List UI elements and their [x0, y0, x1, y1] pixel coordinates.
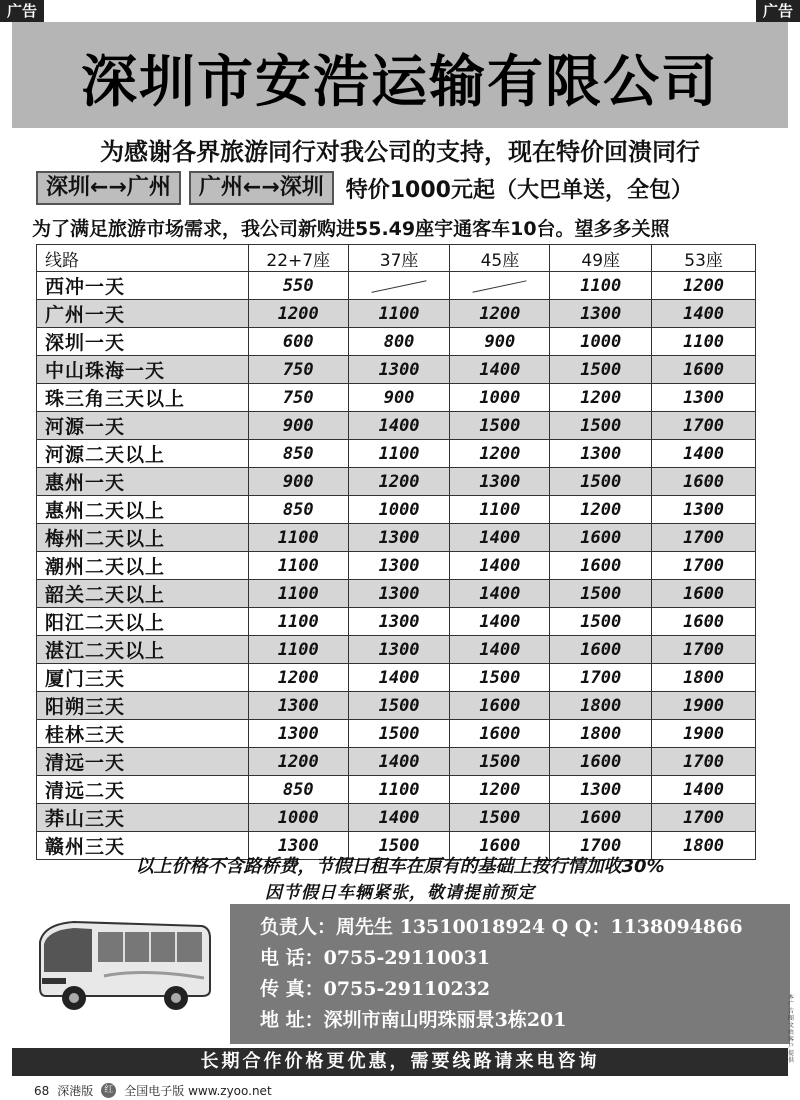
price-cell: 1200	[450, 776, 550, 804]
price-cell: 1500	[348, 832, 450, 860]
price-cell: 1600	[652, 468, 756, 496]
price-cell: 1200	[248, 664, 348, 692]
special-offer: 特价1000元起（大巴单送，全包）	[345, 177, 693, 203]
price-cell: 1600	[450, 720, 550, 748]
price-cell: 1400	[652, 440, 756, 468]
price-cell: 1400	[450, 524, 550, 552]
price-cell: 1700	[652, 636, 756, 664]
price-table-body	[37, 272, 756, 860]
price-cell: 1200	[248, 300, 348, 328]
price-cell: 1300	[348, 580, 450, 608]
contact-panel	[230, 904, 790, 1044]
route-name-cell: 阳朔三天	[37, 692, 249, 720]
price-cell: 1600	[550, 748, 652, 776]
price-cell: 1300	[348, 636, 450, 664]
col-header-49-seat: 49座	[550, 245, 652, 272]
price-cell: 1300	[248, 832, 348, 860]
route-name-cell: 河源二天以上	[37, 440, 249, 468]
edition-label: 深港版	[57, 1084, 94, 1098]
price-cell: 1100	[248, 636, 348, 664]
price-cell: 750	[248, 356, 348, 384]
table-row	[37, 384, 756, 412]
price-cell: 1500	[550, 608, 652, 636]
bus-illustration	[34, 912, 214, 1014]
price-cell: 1200	[248, 748, 348, 776]
price-cell: 1300	[348, 356, 450, 384]
price-cell: 1400	[450, 636, 550, 664]
price-cell: 1500	[450, 804, 550, 832]
route-name-cell: 阳江二天以上	[37, 608, 249, 636]
route-name-cell: 桂林三天	[37, 720, 249, 748]
col-header-37-seat: 37座	[348, 245, 450, 272]
price-cell: 1300	[248, 692, 348, 720]
price-cell: 1500	[450, 664, 550, 692]
price-cell: 850	[248, 440, 348, 468]
route-name-cell: 西冲一天	[37, 272, 249, 300]
table-header-row	[37, 245, 756, 272]
price-cell: 1500	[348, 720, 450, 748]
price-cell: 1300	[652, 384, 756, 412]
price-cell: 1600	[652, 356, 756, 384]
thanks-line: 为感谢各界旅游同行对我公司的支持，现在特价回溃同行	[100, 137, 700, 166]
price-cell: 1100	[450, 496, 550, 524]
price-cell: 1800	[550, 692, 652, 720]
contact-fax: 传 真：0755-29110232	[260, 978, 491, 1000]
route-name-cell: 潮州二天以上	[37, 552, 249, 580]
price-cell: 1400	[450, 356, 550, 384]
price-cell: 1400	[348, 664, 450, 692]
price-cell: 1300	[248, 720, 348, 748]
price-cell: 1400	[348, 748, 450, 776]
price-cell-unavailable	[450, 272, 550, 300]
price-cell: 1600	[550, 552, 652, 580]
price-cell: 1300	[348, 608, 450, 636]
table-row	[37, 468, 756, 496]
price-cell: 1200	[348, 468, 450, 496]
table-row	[37, 300, 756, 328]
price-cell: 1300	[550, 440, 652, 468]
price-cell: 1300	[348, 552, 450, 580]
table-row	[37, 664, 756, 692]
price-cell: 1600	[652, 608, 756, 636]
table-row	[37, 636, 756, 664]
price-cell: 1100	[248, 608, 348, 636]
ad-label-left: 广告	[0, 0, 44, 22]
price-cell: 1900	[652, 692, 756, 720]
edition-badge-icon: 红	[101, 1083, 116, 1098]
holiday-note: 因节假日车辆紧张，敬请提前预定	[265, 883, 535, 903]
table-row	[37, 804, 756, 832]
price-cell: 1400	[450, 608, 550, 636]
price-cell: 1800	[550, 720, 652, 748]
price-cell: 1200	[550, 384, 652, 412]
price-cell: 800	[348, 328, 450, 356]
route-name-cell: 珠三角三天以上	[37, 384, 249, 412]
contact-person: 负责人：周先生 13510018924 Q Q：1138094866	[260, 916, 743, 938]
price-cell: 1600	[550, 524, 652, 552]
price-cell: 1700	[550, 832, 652, 860]
route-box-gz-sz: 广州←→深圳	[189, 171, 334, 205]
price-cell: 1200	[450, 440, 550, 468]
price-cell: 550	[248, 272, 348, 300]
site-label: 全国电子版 www.zyoo.net	[124, 1084, 272, 1098]
table-row	[37, 328, 756, 356]
table-row	[37, 552, 756, 580]
price-cell: 900	[248, 412, 348, 440]
price-cell: 1100	[248, 552, 348, 580]
price-cell: 1200	[652, 272, 756, 300]
price-cell: 1100	[348, 300, 450, 328]
price-cell: 1600	[550, 804, 652, 832]
col-header-29-seat: 22+7座	[248, 245, 348, 272]
price-cell: 1400	[348, 412, 450, 440]
price-cell: 1000	[450, 384, 550, 412]
table-row	[37, 440, 756, 468]
contact-phone: 电 话：0755-29110031	[260, 947, 491, 969]
price-cell: 850	[248, 776, 348, 804]
route-name-cell: 惠州二天以上	[37, 496, 249, 524]
route-name-cell: 惠州一天	[37, 468, 249, 496]
price-cell: 1600	[652, 580, 756, 608]
price-cell: 1700	[652, 804, 756, 832]
table-row	[37, 692, 756, 720]
table-row	[37, 748, 756, 776]
table-row	[37, 776, 756, 804]
price-cell: 1400	[652, 776, 756, 804]
price-cell: 1400	[348, 804, 450, 832]
title-band	[12, 22, 788, 128]
price-cell: 1700	[652, 524, 756, 552]
price-cell: 1100	[550, 272, 652, 300]
ad-label-right: 广告	[756, 0, 800, 22]
route-name-cell: 湛江二天以上	[37, 636, 249, 664]
price-cell-unavailable	[348, 272, 450, 300]
footer-slogan: 长期合作价格更优惠，需要线路请来电咨询	[12, 1048, 788, 1076]
route-name-cell: 赣州三天	[37, 832, 249, 860]
price-cell: 1300	[550, 300, 652, 328]
price-cell: 1500	[550, 580, 652, 608]
price-cell: 900	[450, 328, 550, 356]
price-cell: 1500	[348, 692, 450, 720]
price-cell: 1300	[450, 468, 550, 496]
table-row	[37, 272, 756, 300]
price-cell: 1300	[348, 524, 450, 552]
price-cell: 1300	[550, 776, 652, 804]
price-cell: 750	[248, 384, 348, 412]
table-row	[37, 580, 756, 608]
price-cell: 900	[248, 468, 348, 496]
price-cell: 600	[248, 328, 348, 356]
notice-line: 为了满足旅游市场需求，我公司新购进55.49座宇通客车10台。望多多关照	[32, 218, 670, 240]
price-cell: 1000	[248, 804, 348, 832]
price-cell: 1500	[550, 468, 652, 496]
route-name-cell: 河源一天	[37, 412, 249, 440]
price-cell: 1500	[450, 748, 550, 776]
price-cell: 1700	[550, 664, 652, 692]
price-cell: 1900	[652, 720, 756, 748]
side-note: 本广告图文由客户提供	[788, 994, 795, 1064]
route-box-sz-gz: 深圳←→广州	[36, 171, 181, 205]
price-note: 以上价格不含路桥费，节假日租车在原有的基础上按行情加收30%	[135, 856, 665, 877]
price-cell: 1400	[652, 300, 756, 328]
price-cell: 1300	[652, 496, 756, 524]
price-cell: 1200	[450, 300, 550, 328]
table-row	[37, 720, 756, 748]
contact-address: 地 址：深圳市南山明珠丽景3栋201	[260, 1009, 567, 1031]
table-row	[37, 356, 756, 384]
col-header-45-seat: 45座	[450, 245, 550, 272]
price-cell: 1700	[652, 412, 756, 440]
price-cell: 1100	[348, 776, 450, 804]
price-cell: 1500	[550, 412, 652, 440]
price-cell: 1500	[550, 356, 652, 384]
route-offer-row	[36, 170, 693, 206]
price-cell: 1200	[550, 496, 652, 524]
price-cell: 1500	[450, 412, 550, 440]
table-row	[37, 608, 756, 636]
route-name-cell: 莽山三天	[37, 804, 249, 832]
price-cell: 1100	[348, 440, 450, 468]
price-cell: 1700	[652, 748, 756, 776]
company-name: 深圳市安浩运输有限公司	[81, 50, 719, 115]
route-name-cell: 中山珠海一天	[37, 356, 249, 384]
price-table	[36, 244, 756, 860]
col-header-route: 线路	[37, 245, 249, 272]
price-cell: 1800	[652, 832, 756, 860]
route-name-cell: 梅州二天以上	[37, 524, 249, 552]
route-name-cell: 韶关二天以上	[37, 580, 249, 608]
price-cell: 900	[348, 384, 450, 412]
route-name-cell: 广州一天	[37, 300, 249, 328]
price-cell: 1400	[450, 580, 550, 608]
price-cell: 1800	[652, 664, 756, 692]
price-cell: 1000	[550, 328, 652, 356]
price-cell: 1100	[248, 524, 348, 552]
route-name-cell: 清远一天	[37, 748, 249, 776]
route-name-cell: 深圳一天	[37, 328, 249, 356]
price-cell: 1100	[248, 580, 348, 608]
price-cell: 1600	[450, 832, 550, 860]
page-footer	[34, 1082, 272, 1099]
price-cell: 1600	[450, 692, 550, 720]
price-cell: 1600	[550, 636, 652, 664]
table-row	[37, 524, 756, 552]
page-number: 68	[34, 1083, 50, 1098]
price-cell: 1100	[652, 328, 756, 356]
route-name-cell: 厦门三天	[37, 664, 249, 692]
price-cell: 1400	[450, 552, 550, 580]
table-row	[37, 496, 756, 524]
route-name-cell: 清远二天	[37, 776, 249, 804]
table-row	[37, 412, 756, 440]
price-cell: 850	[248, 496, 348, 524]
price-cell: 1700	[652, 552, 756, 580]
col-header-53-seat: 53座	[652, 245, 756, 272]
price-cell: 1000	[348, 496, 450, 524]
